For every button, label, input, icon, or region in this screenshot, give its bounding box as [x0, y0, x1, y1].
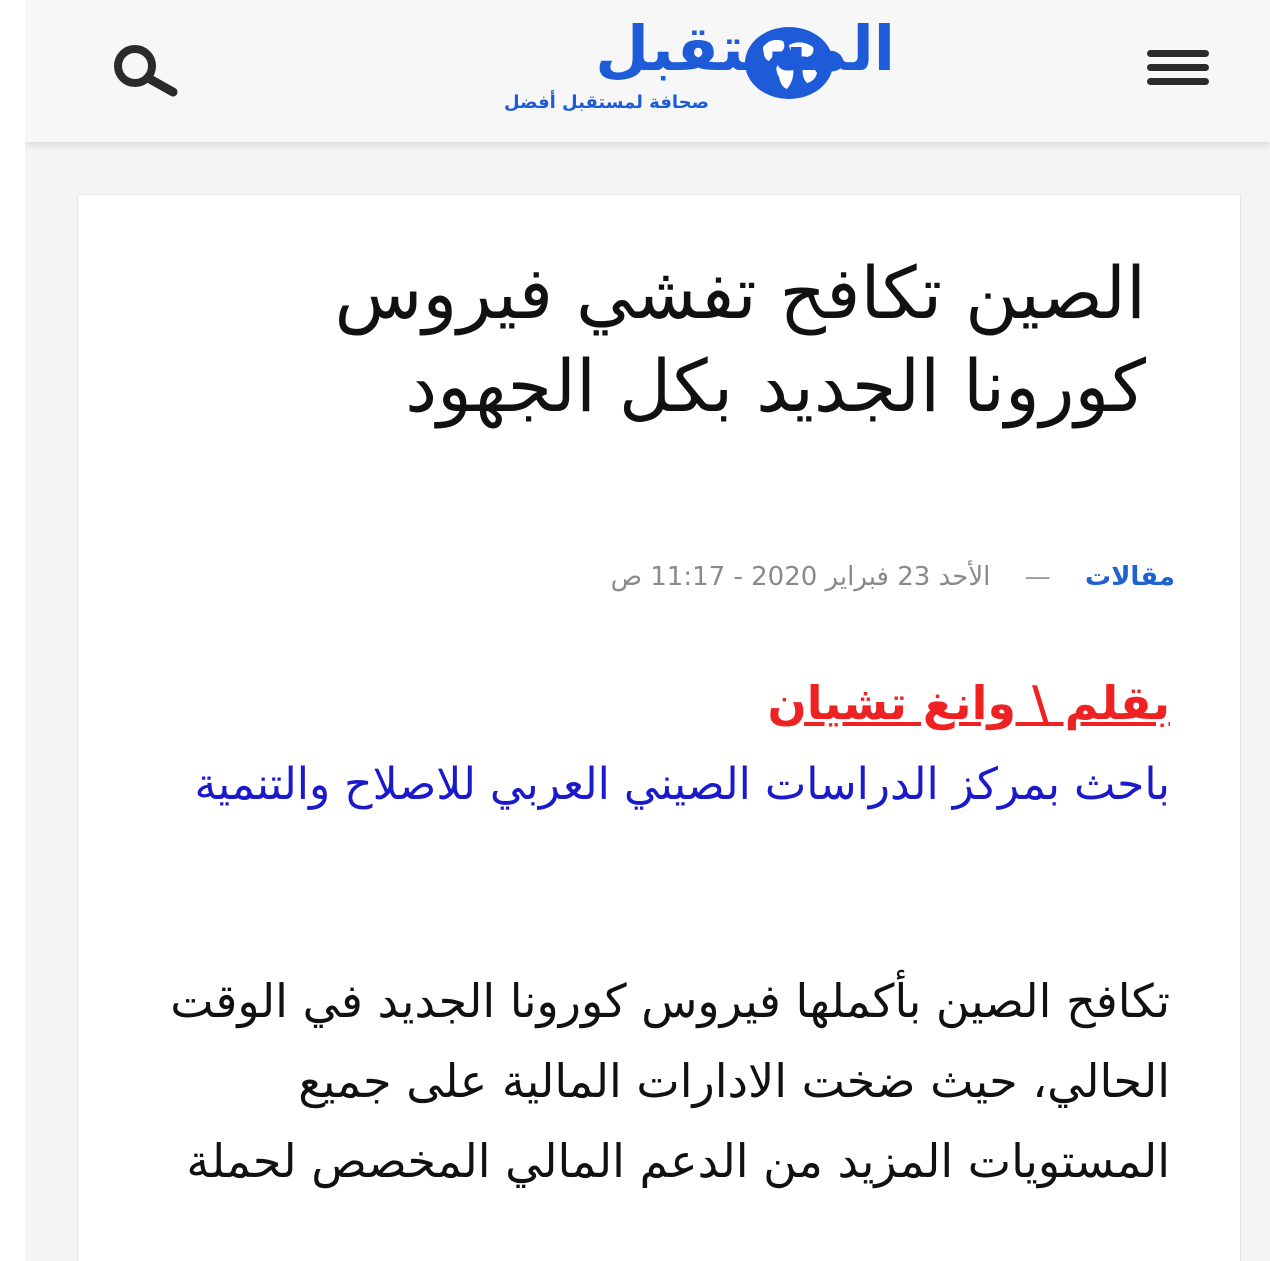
article-author: بقلم \ وانغ تشيان: [767, 676, 1170, 730]
meta-separator: —: [1024, 562, 1051, 592]
category-link[interactable]: مقالات: [1084, 562, 1175, 592]
article-body: تكافح الصين بأكملها فيروس كورونا الجديد في الوقت الحالي، حيث ضخت الادارات المالية على جميع المستويات المزيد من الدعم المالي المخصص لحملة: [170, 974, 1170, 1188]
site-header: [25, 0, 1270, 142]
menu-bar: [1147, 78, 1209, 85]
page-frame: [25, 0, 1270, 1261]
search-button[interactable]: [105, 40, 185, 100]
menu-bar: [1147, 64, 1209, 71]
site-logo[interactable]: [445, 12, 895, 120]
hamburger-menu-icon[interactable]: [1143, 44, 1213, 90]
article-card: [77, 194, 1241, 1261]
logo-wordmark: المستقبل: [595, 12, 895, 85]
article-meta: [611, 557, 1175, 597]
logo-tagline: صحافة لمستقبل أفضل: [504, 92, 709, 113]
author-affiliation: باحث بمركز الدراسات الصيني العربي للاصلاح والتنمية: [194, 759, 1170, 810]
search-icon: [105, 40, 185, 100]
article-title: الصين تكافح تفشي فيروس كورونا الجديد بكل الجهود: [334, 251, 1146, 428]
article-date: الأحد 23 فبراير 2020 - 11:17 ص: [610, 562, 991, 592]
menu-bar: [1147, 50, 1209, 57]
